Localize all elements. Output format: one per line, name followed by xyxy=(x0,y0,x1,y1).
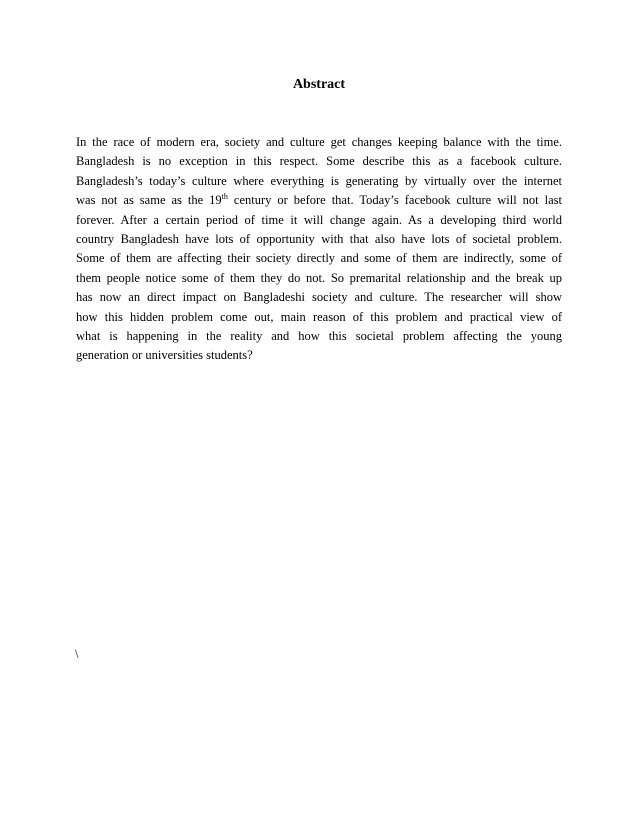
abstract-line-4-end: century or before that. Today’s facebook culture will not last xyxy=(227,193,562,208)
abstract-line-9: has now an direct impact on Bangladeshi society and culture. The researcher will show xyxy=(76,290,562,305)
abstract-line-8: them people notice some of them they do not. So premarital relationship and the break up xyxy=(76,270,562,285)
abstract-body xyxy=(76,133,562,366)
abstract-line-4 xyxy=(76,191,562,210)
abstract-title: Abstract xyxy=(292,77,346,92)
abstract-line-4-start: was not as same as the 19 xyxy=(76,193,222,208)
abstract-line-3: Bangladesh’s today’s culture where everything is generating by virtually over the internet xyxy=(76,173,562,188)
abstract-line-1: In the race of modern era, society and culture get changes keeping balance with the time. xyxy=(76,135,562,149)
abstract-line-11: what is happening in the reality and how this societal problem affecting the young xyxy=(76,329,562,344)
abstract-line-12: generation or universities students? xyxy=(76,348,253,363)
abstract-line-10: how this hidden problem come out, main reason of this problem and practical view of xyxy=(76,309,562,324)
superscript-th: th xyxy=(221,192,228,202)
abstract-line-6: country Bangladesh have lots of opportunity with that also have lots of societal problem. xyxy=(76,232,562,247)
abstract-line-2: Bangladesh is no exception in this respect. Some describe this as a facebook culture. xyxy=(76,154,562,169)
abstract-line-5: forever. After a certain period of time it will change again. As a developing third world xyxy=(76,212,562,227)
stray-backslash-mark: \ xyxy=(75,647,79,661)
abstract-line-7: Some of them are affecting their society directly and some of them are indirectly, some of xyxy=(76,251,562,266)
